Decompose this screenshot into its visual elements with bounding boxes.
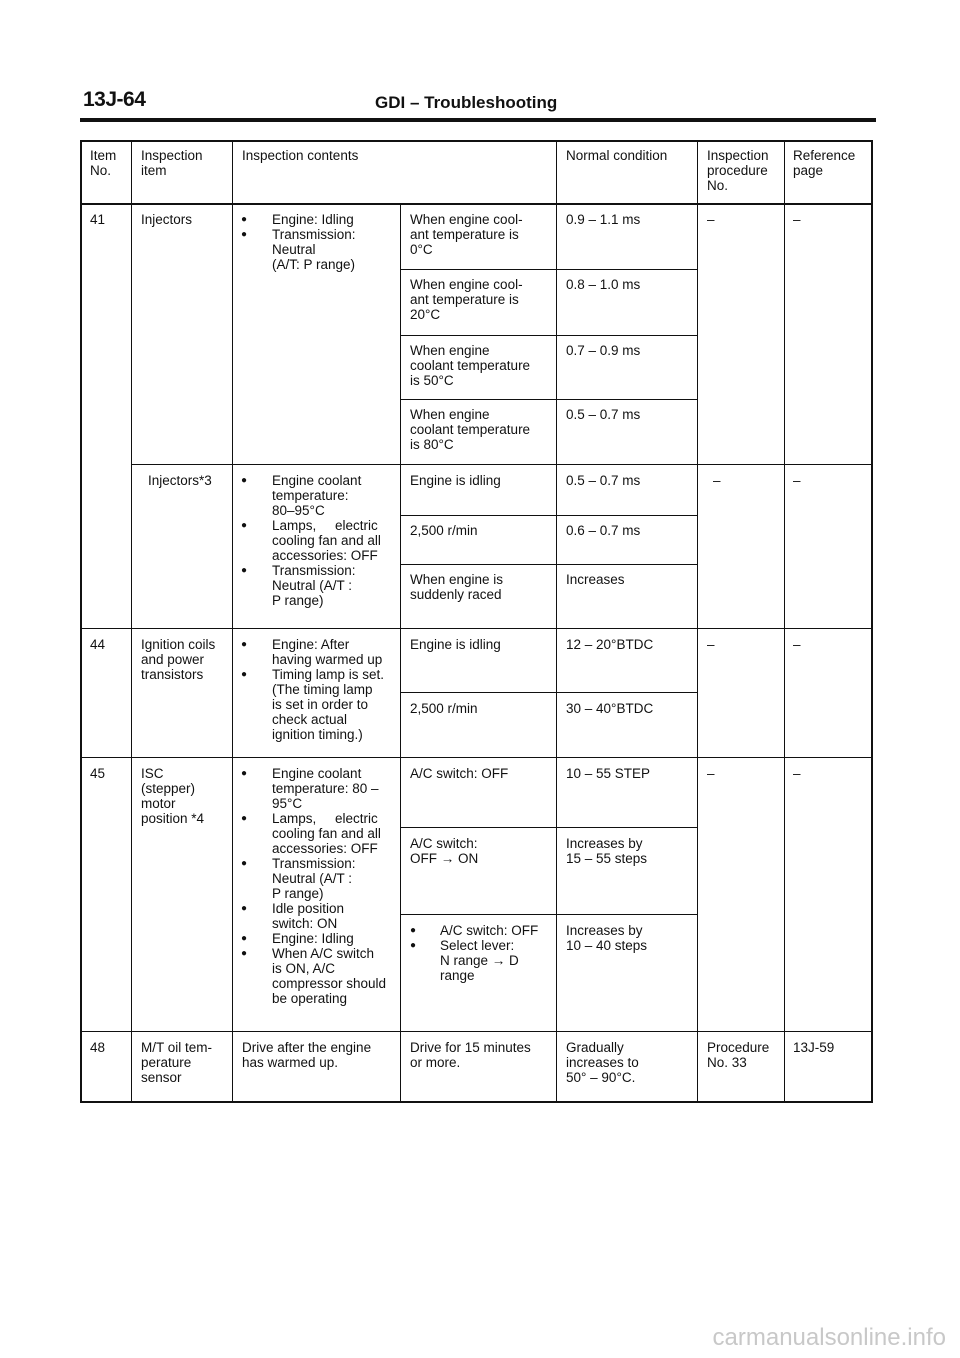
r41b-when-1: Engine is idling <box>410 473 501 488</box>
r41b-when-2: 2,500 r/min <box>410 523 478 538</box>
r41b-cond-1: Engine coolant temperature: 80–95°C <box>272 473 362 518</box>
r44-when-1: Engine is idling <box>410 637 501 652</box>
bullet: ● <box>241 933 248 944</box>
r45-when-3a: A/C switch: OFF <box>440 923 539 938</box>
r41b-normal-1: 0.5 – 0.7 ms <box>566 473 641 488</box>
r41-normal-3: 0.7 – 0.9 ms <box>566 343 641 358</box>
header-reference-page: Reference page <box>793 148 856 178</box>
r41-sub-line-2 <box>400 335 698 336</box>
r45-procedure: – <box>707 766 715 781</box>
table-border-right <box>871 140 873 1103</box>
watermark: carmanualsonline.info <box>712 1324 946 1351</box>
r45-cond-6: When A/C switch is ON, A/C compressor should be operating <box>272 946 387 1006</box>
r41-normal-4: 0.5 – 0.7 ms <box>566 407 641 422</box>
r45-sub-line-2 <box>400 914 698 915</box>
header-inspection-contents: Inspection contents <box>242 148 359 163</box>
r44-normal-1: 12 – 20°BTDC <box>566 637 654 652</box>
r41b-procedure: – <box>713 473 721 488</box>
r44-normal-2: 30 – 40°BTDC <box>566 701 654 716</box>
r44-top-line <box>80 628 873 629</box>
r48-procedure: Procedure No. 33 <box>707 1040 770 1070</box>
header-rule <box>80 118 876 122</box>
r41-procedure: – <box>707 212 715 227</box>
col-line-2 <box>232 140 233 1103</box>
bullet: ● <box>241 768 248 779</box>
col-line-3 <box>400 205 401 1103</box>
r45-no: 45 <box>90 766 106 781</box>
r41b-sub-line-2 <box>400 564 698 565</box>
page-title: GDI – Troubleshooting <box>375 93 558 112</box>
r45-cond-4: Idle position switch: ON <box>272 901 345 931</box>
bullet: ● <box>241 903 248 914</box>
col-line-1 <box>131 140 132 1103</box>
r41-no: 41 <box>90 212 106 227</box>
page-number: 13J-64 <box>83 88 146 111</box>
r45-cond-2: Lamps, electric cooling fan and all accessories: OFF <box>272 811 381 856</box>
bullet: ● <box>410 925 417 936</box>
col-line-4 <box>556 140 557 1103</box>
r41-normal-2: 0.8 – 1.0 ms <box>566 277 641 292</box>
r45-cond-3: Transmission: Neutral (A/T : P range) <box>272 856 356 901</box>
r41-when-1: When engine cool- ant temperature is 0°C <box>410 212 523 257</box>
table-border-top <box>80 140 873 142</box>
bullet: ● <box>241 565 248 576</box>
r45-normal-2: Increases by 15 – 55 steps <box>566 836 648 866</box>
r41-when-2: When engine cool- ant temperature is 20°C <box>410 277 523 322</box>
r45-when-1: A/C switch: OFF <box>410 766 509 781</box>
r48-normal: Gradually increases to 50° – 90°C. <box>566 1040 639 1085</box>
header-inspection-item: Inspection item <box>141 148 203 178</box>
r41-cond-2: Transmission: Neutral (A/T: P range) <box>272 227 356 272</box>
r45-when-2: A/C switch: OFF → ON <box>410 836 479 866</box>
r48-top-line <box>80 1031 873 1032</box>
r44-sub-line <box>400 692 698 693</box>
r41-sub-line-1 <box>400 269 698 270</box>
r44-when-2: 2,500 r/min <box>410 701 478 716</box>
r41-when-3: When engine coolant temperature is 50°C <box>410 343 531 388</box>
r44-cond-1: Engine: After having warmed up <box>272 637 383 667</box>
bullet: ● <box>410 940 417 951</box>
r41b-item: Injectors*3 <box>148 473 212 488</box>
r41-end-line <box>131 464 873 465</box>
r41-page: – <box>793 212 801 227</box>
table-border-left <box>80 140 82 1103</box>
bullet: ● <box>241 639 248 650</box>
r45-normal-1: 10 – 55 STEP <box>566 766 651 781</box>
header-inspection-procedure: Inspection procedure No. <box>707 148 769 193</box>
bullet: ● <box>241 858 248 869</box>
r45-cond-5: Engine: Idling <box>272 931 354 946</box>
r45-sub-line-1 <box>400 827 698 828</box>
r41-sub-line-3 <box>400 399 698 400</box>
r48-contents: Drive after the engine has warmed up. <box>242 1040 372 1070</box>
r41-cond-1: Engine: Idling <box>272 212 354 227</box>
table-border-bottom <box>80 1101 873 1103</box>
r41b-sub-line-1 <box>400 515 698 516</box>
r41-normal-1: 0.9 – 1.1 ms <box>566 212 641 227</box>
r48-no: 48 <box>90 1040 106 1055</box>
col-line-6 <box>784 140 785 1103</box>
bullet: ● <box>241 214 248 225</box>
bullet: ● <box>241 669 248 680</box>
header-row-line <box>80 203 873 205</box>
r41-when-4: When engine coolant temperature is 80°C <box>410 407 531 452</box>
header-item-no: Item No. <box>90 148 117 178</box>
r44-cond-2: Timing lamp is set. (The timing lamp is set in order to check actual ignition timing.) <box>272 667 385 742</box>
r41b-page: – <box>793 473 801 488</box>
r48-when: Drive for 15 minutes or more. <box>410 1040 531 1070</box>
r45-item: ISC (stepper) motor position *4 <box>141 766 205 826</box>
r41b-cond-2: Lamps, electric cooling fan and all accessories: OFF <box>272 518 381 563</box>
bullet: ● <box>241 475 248 486</box>
r44-no: 44 <box>90 637 106 652</box>
r41b-when-3: When engine is suddenly raced <box>410 572 504 602</box>
col-line-5 <box>697 140 698 1103</box>
r45-page: – <box>793 766 801 781</box>
r44-procedure: – <box>707 637 715 652</box>
r41b-cond-3: Transmission: Neutral (A/T : P range) <box>272 563 356 608</box>
bullet: ● <box>241 813 248 824</box>
bullet: ● <box>241 229 248 240</box>
bullet: ● <box>241 520 248 531</box>
r45-when-3b: Select lever: N range → D range <box>440 938 519 983</box>
header-normal-condition: Normal condition <box>566 148 668 163</box>
r41b-normal-3: Increases <box>566 572 625 587</box>
r41b-normal-2: 0.6 – 0.7 ms <box>566 523 641 538</box>
r45-cond-1: Engine coolant temperature: 80 – 95°C <box>272 766 379 811</box>
r44-item: Ignition coils and power transistors <box>141 637 216 682</box>
r48-page: 13J-59 <box>793 1040 835 1055</box>
bullet: ● <box>241 948 248 959</box>
r48-item: M/T oil tem- perature sensor <box>141 1040 213 1085</box>
r41-item: Injectors <box>141 212 193 227</box>
r44-page: – <box>793 637 801 652</box>
r45-normal-3: Increases by 10 – 40 steps <box>566 923 648 953</box>
r45-top-line <box>80 757 873 758</box>
